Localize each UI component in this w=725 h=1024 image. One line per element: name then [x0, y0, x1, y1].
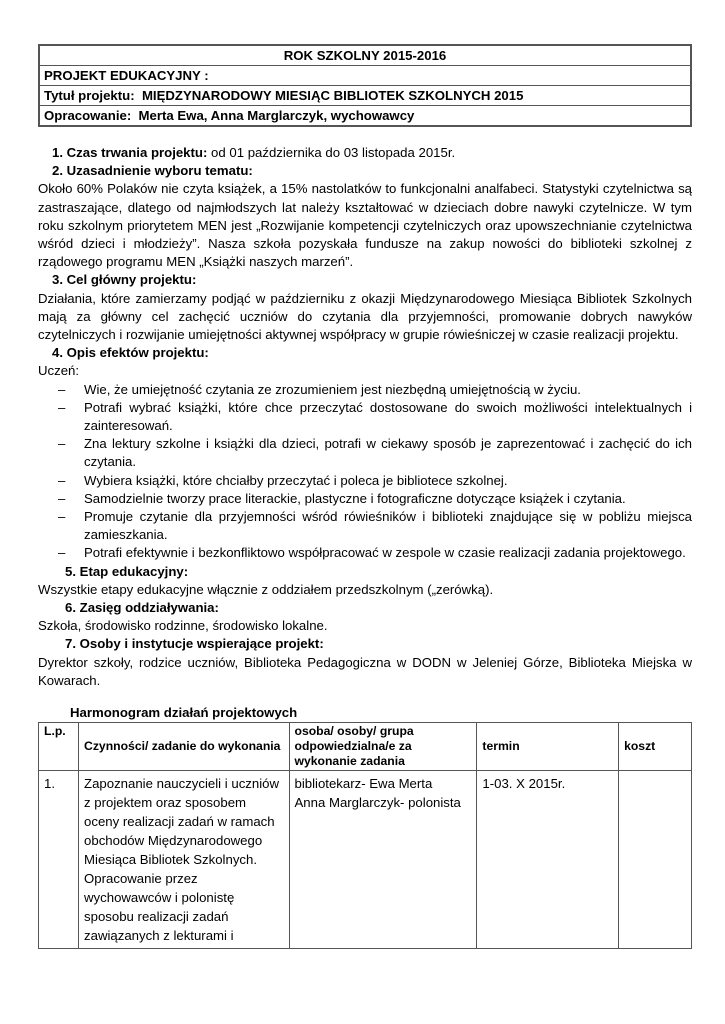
row-person — [289, 771, 477, 949]
list-item: – Zna lektury szkolne i książki dla dzieci, potrafi w ciekawy sposób je zaprezentować i zachęcić do ich czytania. — [84, 435, 692, 471]
section-3-label: 3. Cel główny projektu: — [52, 272, 197, 288]
project-header-table — [38, 44, 692, 127]
section-4-label: 4. Opis efektów projektu: — [52, 345, 209, 361]
header-cost: koszt — [619, 723, 692, 771]
row-lp: 1. — [39, 771, 79, 949]
schedule-title: Harmonogram działań projektowych — [70, 705, 298, 721]
list-item: – Samodzielnie tworzy prace literackie, plastyczne i fotograficzne dotyczące książek i czytania. — [84, 490, 692, 508]
section-2-label: 2. Uzasadnienie wyboru tematu: — [52, 163, 253, 179]
list-item: – Wybiera książki, które chciałby przeczytać i poleca je bibliotece szkolnej. — [84, 472, 692, 490]
list-item: – Potrafi efektywnie i bezkonfliktowo współpracować w zespole w czasie realizacji zadania projektowego. — [84, 544, 692, 562]
header-task: Czynności/ zadanie do wykonania — [79, 723, 289, 771]
header-lp: L.p. — [39, 723, 79, 771]
authors-value: Merta Ewa, Anna Marglarczyk, wychowawcy — [138, 108, 415, 123]
project-content — [38, 144, 692, 949]
row-task: Zapoznanie nauczycieli i uczniów z projektem oraz sposobem oceny realizacji zadań w ramach obchodów Międzynarodowego Miesiąca Bibliotek Szkolnych. Opracowanie przez wychowawców i polonistę sposobu realizacji zadań zawiązanych z lekturami i — [79, 771, 289, 949]
section-1-value: od 01 października do 03 listopada 2015r. — [207, 145, 456, 160]
section-3-text: Działania, które zamierzamy podjąć w październiku z okazji Międzynarodowego Miesiąca Bibliotek Szkolnych mają za główny cel zachęcić uczniów do czytania dla przyjemności, promowanie dobrych nawyków czytelniczych i rozwijanie umiejętności aktywnej współpracy w grupie rówieśniczej w czasie realizacji projektu. — [38, 290, 692, 343]
header-person: osoba/ osoby/ grupa odpowiedzialna/e za wykonanie zadania — [289, 723, 477, 771]
schedule-header-row — [39, 723, 692, 771]
section-5-text: Wszystkie etapy edukacyjne włącznie z oddziałem przedszkolnym („zerówką). — [38, 581, 494, 597]
section-7-text: Dyrektor szkoły, rodzice uczniów, Biblioteka Pedagogiczna w DODN w Jeleniej Górze, Biblioteka Miejska w Kowarach. — [38, 654, 692, 688]
row-date: 1-03. X 2015r. — [477, 771, 619, 949]
row-cost — [619, 771, 692, 949]
document-page — [38, 44, 692, 949]
list-item: – Promuje czytanie dla przyjemności wśród rówieśników i biblioteki znajdujące się w pobliżu miejsca zamieszkania. — [84, 508, 692, 544]
authors-row — [39, 106, 691, 127]
table-row — [39, 771, 692, 949]
section-1-duration — [52, 144, 692, 162]
school-year: ROK SZKOLNY 2015-2016 — [39, 45, 691, 66]
section-4-intro: Uczeń: — [38, 363, 80, 379]
list-item: – Potrafi wybrać książki, które chce przeczytać dostosowane do swoich możliwości intelektualnych i zainteresowań. — [84, 399, 692, 435]
row-person-1: bibliotekarz- Ewa Merta — [294, 776, 433, 792]
section-1-label: 1. Czas trwania projektu: — [52, 145, 208, 160]
project-title-value: MIĘDZYNARODOWY MIESIĄC BIBLIOTEK SZKOLNYCH 2015 — [141, 88, 524, 103]
row-person-2: Anna Marglarczyk- polonista — [294, 795, 461, 811]
project-type: PROJEKT EDUKACYJNY : — [39, 66, 691, 86]
project-title-row — [39, 86, 691, 106]
section-2-text: Około 60% Polaków nie czyta książek, a 15% nastolatków to funkcjonalni analfabeci. Statystyki czytelnictwa są zastraszające, dlatego od najmłodszych lat należy kształtować w dzieciach dobre nawyki czytelnicze. W tym roku szkolnym priorytetem MEN jest „Rozwijanie kompetencji czytelniczych oraz upowszechnianie czytelnictwa wśród dzieci i młodzieży”. Nasza szkoła pozyskała fundusze na zakup nowości do biblioteki szkolnej z rządowego programu MEN „Książki naszych marzeń”. — [38, 181, 692, 270]
schedule-table — [38, 722, 692, 949]
section-6-text: Szkoła, środowisko rodzinne, środowisko lokalne. — [38, 618, 328, 634]
section-5-label: 5. Etap edukacyjny: — [65, 563, 189, 579]
project-title-label: Tytuł projektu: — [44, 88, 135, 103]
effects-list — [38, 381, 692, 563]
header-date: termin — [477, 723, 619, 771]
authors-label: Opracowanie: — [44, 108, 132, 123]
section-7-label: 7. Osoby i instytucje wspierające projekt: — [65, 636, 324, 652]
list-item: – Wie, że umiejętność czytania ze zrozumieniem jest niezbędną umiejętnością w życiu. — [84, 381, 692, 399]
section-6-label: 6. Zasięg oddziaływania: — [65, 600, 219, 616]
